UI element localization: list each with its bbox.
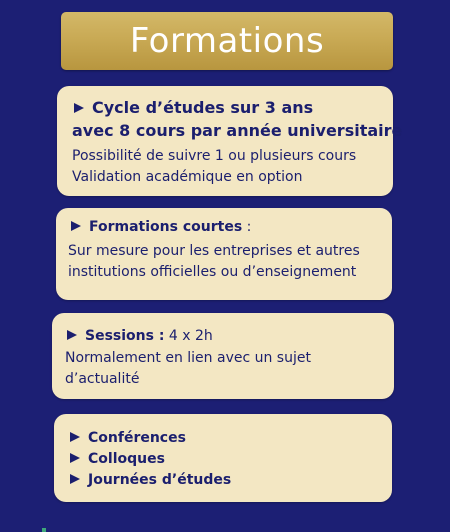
cycle-line-1: Cycle d’études sur 3 ans [92,98,314,117]
sessions-duration: 4 x 2h [164,328,213,344]
list-item [70,431,186,445]
page-title: Formations [129,21,325,61]
sessions-line-1: Normalement en lien avec un sujet [65,350,311,366]
card-formations-courtes [56,208,392,300]
decorative-dot [42,528,46,532]
formations-courtes-label: Formations courtes [89,219,243,235]
card-cycle-etudes [57,86,403,196]
card-events [54,414,392,502]
bullet-arrow-icon [74,103,84,113]
cycle-line-4: Validation académique en option [72,169,303,185]
sessions-label: Sessions : [85,328,165,344]
sessions-heading [67,329,213,343]
formations-courtes-line-1: Sur mesure pour les entreprises et autres [68,243,360,259]
cycle-line-2: avec 8 cours par année universitaire [72,121,403,140]
card-cycle-heading [74,100,313,116]
sessions-line-2: d’actualité [65,371,140,387]
list-item [70,473,231,487]
card-sessions [52,313,394,399]
events-item-journees: Journées d’études [88,472,232,488]
title-banner [61,12,393,70]
formations-courtes-line-2: institutions officielles ou d’enseignement [68,264,357,280]
bullet-arrow-icon [70,432,80,442]
formations-courtes-heading [71,220,251,234]
bullet-arrow-icon [70,474,80,484]
bullet-arrow-icon [71,221,81,231]
formations-courtes-colon: : [242,219,252,235]
events-item-colloques: Colloques [88,451,165,467]
cycle-line-3: Possibilité de suivre 1 ou plusieurs cours [72,148,357,164]
events-item-conferences: Conférences [88,430,186,446]
bullet-arrow-icon [67,330,77,340]
list-item [70,452,165,466]
bullet-arrow-icon [70,453,80,463]
